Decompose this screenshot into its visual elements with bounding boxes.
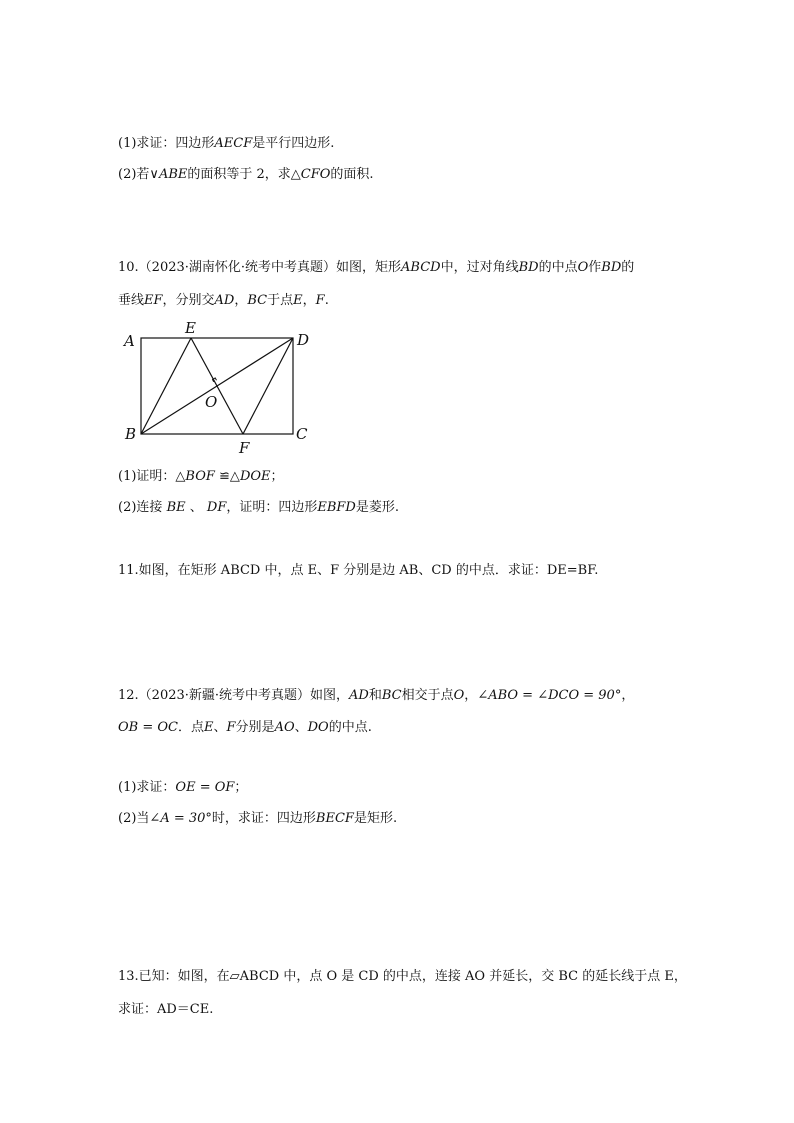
- q12-line2: OB = OC．点E、F分别是AO、DO的中点.: [118, 720, 372, 735]
- q12-line1: 12.（2023·新疆·统考中考真题）如图，AD和BC相交于点O，∠ABO = ∠DCO = 90°，: [118, 688, 635, 703]
- label-b: B: [125, 425, 137, 443]
- q9-part1: (1)求证：四边形AECF是平行四边形.: [118, 136, 335, 151]
- label-c: C: [296, 425, 308, 443]
- q10-figure: [118, 322, 328, 462]
- segment-df: [243, 338, 293, 434]
- segment-be: [141, 338, 191, 434]
- math-aecf: AECF: [214, 136, 253, 151]
- q11-text: 11.如图，在矩形 ABCD 中，点 E、F 分别是边 AB、CD 的中点．求证：DE=BF.: [118, 563, 599, 578]
- q10-part2: (2)连接 BE 、 DF，证明：四边形EBFD是菱形.: [118, 500, 399, 515]
- q12-part2: (2)当∠A = 30°时，求证：四边形BECF是矩形.: [118, 811, 398, 826]
- segment-ef: [191, 338, 243, 434]
- q10-part1: (1)证明：△BOF ≌△DOE；: [118, 469, 284, 484]
- label-a: A: [124, 332, 135, 350]
- q10-line1: 10.（2023·湖南怀化·统考中考真题）如图，矩形ABCD中，过对角线BD的中点O作BD的: [118, 260, 635, 275]
- q13-line2: 求证：AD＝CE.: [118, 1002, 214, 1017]
- q9-part2: (2)若∨ABE的面积等于 2，求△CFO的面积.: [118, 167, 374, 182]
- label-d: D: [297, 331, 310, 349]
- label-e: E: [185, 322, 196, 337]
- q13-line1: 13.已知：如图，在▱ABCD 中，点 O 是 CD 的中点，连接 AO 并延长，交 BC 的延长线于点 E，: [118, 969, 687, 984]
- label-f: F: [239, 439, 250, 457]
- q12-part1: (1)求证：OE = OF；: [118, 780, 248, 795]
- math-cfo: CFO: [300, 167, 331, 182]
- q10-line2: 垂线EF，分别交AD，BC于点E，F.: [118, 293, 329, 308]
- math-abe: ABE: [158, 167, 188, 182]
- label-o: O: [205, 393, 218, 411]
